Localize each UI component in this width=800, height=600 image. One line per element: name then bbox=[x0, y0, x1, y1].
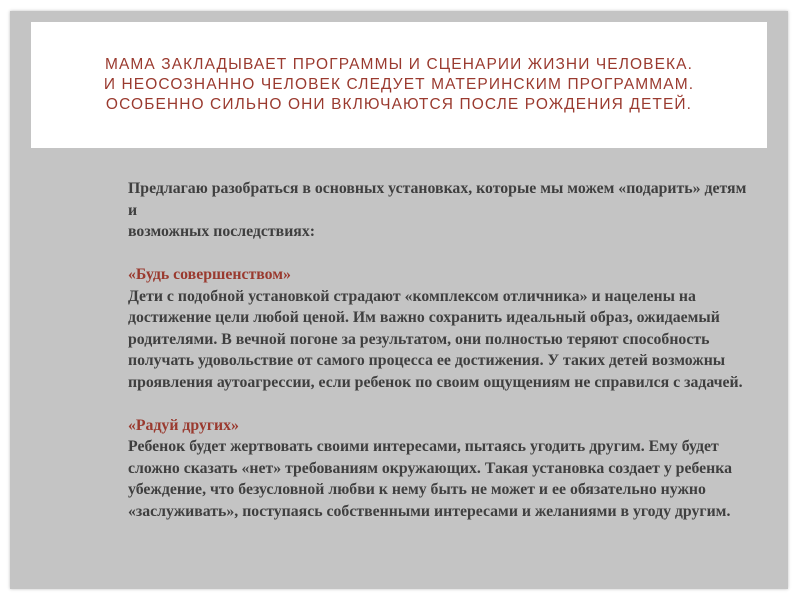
section-2-line-3: убеждение, что безусловной любви к нему быть не может и ее обязательно нужно bbox=[128, 481, 706, 498]
intro-line-2: возможных последствиях: bbox=[128, 223, 316, 240]
section-2-line-2: сложно сказать «нет» требованиям окружающих. Такая установка создает у ребенка bbox=[128, 459, 733, 477]
section-1-line-2: достижение цели любой ценой. Им важно сохранить идеальный образ, ожидаемый bbox=[128, 309, 720, 326]
spacer bbox=[128, 393, 758, 415]
title-box bbox=[31, 22, 767, 148]
intro-line-1: Предлагаю разобраться в основных установках, которые мы можем «подарить» детям и bbox=[128, 180, 747, 219]
section-1-line-5: проявления аутоагрессии, если ребенок по своим ощущениям не справился с задачей. bbox=[128, 373, 743, 391]
slide-body bbox=[128, 178, 758, 522]
section-1-line-3: родителями. В вечной погоне за результатом, они полностью теряют способность bbox=[128, 330, 710, 348]
section-1-line-4: получать удовольствие от самого процесса ее достижения. У таких детей возможны bbox=[128, 352, 726, 369]
title-line-3: ОСОБЕННО СИЛЬНО ОНИ ВКЛЮЧАЮТСЯ ПОСЛЕ РОЖДЕНИЯ ДЕТЕЙ. bbox=[105, 96, 693, 113]
spacer bbox=[128, 243, 758, 265]
title-line-1: МАМА ЗАКЛАДЫВАЕТ ПРОГРАММЫ И СЦЕНАРИИ ЖИЗНИ ЧЕЛОВЕКА. bbox=[104, 56, 694, 73]
slide bbox=[10, 11, 788, 589]
section-1-heading: «Будь совершенством» bbox=[128, 266, 291, 283]
section-2-heading: «Радуй других» bbox=[128, 416, 239, 434]
section-2-line-1: Ребенок будет жертвовать своими интересами, пытаясь угодить другим. Ему будет bbox=[128, 438, 719, 455]
title-line-2: И НЕОСОЗНАННО ЧЕЛОВЕК СЛЕДУЕТ МАТЕРИНСКИМ ПРОГРАММАМ. bbox=[103, 76, 695, 93]
section-1-line-1: Дети с подобной установкой страдают «комплексом отличника» и нацелены на bbox=[128, 287, 696, 305]
section-2-line-4: «заслуживать», поступаясь собственными интересами и желаниями в угоду другим. bbox=[128, 502, 731, 520]
